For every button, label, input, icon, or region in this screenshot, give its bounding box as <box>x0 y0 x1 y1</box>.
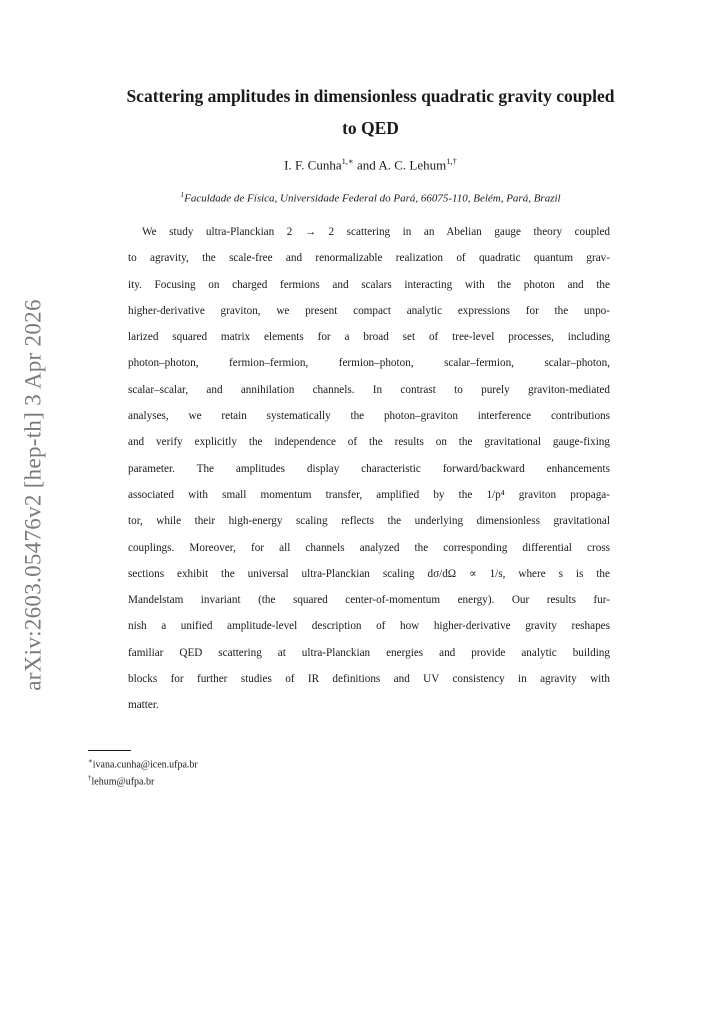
abstract-line: sections exhibit the universal ultra-Planckian scaling dσ/dΩ ∝ 1/s, where s is the <box>128 567 610 580</box>
abstract-line: analyses, we retain systematically the photon–graviton interference contributions <box>128 410 610 423</box>
footnote-2 <box>88 774 154 787</box>
abstract-line: matter. <box>128 699 159 712</box>
author-1-marks: 1,∗ <box>341 156 354 166</box>
footnote-2-email: lehum@ufpa.br <box>91 776 155 788</box>
affiliation-text: Faculdade de Física, Universidade Federal do Pará, 66075-110, Belém, Pará, Brazil <box>184 192 561 205</box>
footnote-1-mark: ∗ <box>88 757 93 765</box>
author-1-name: I. F. Cunha <box>284 157 342 173</box>
author-conjunction: and <box>357 157 376 173</box>
abstract-line: parameter. The amplitudes display characteristic forward/backward enhancements <box>128 462 610 475</box>
abstract-line: ity. Focusing on charged fermions and scalars interacting with the photon and the <box>128 278 610 291</box>
title-line-2: to QED <box>342 118 399 138</box>
abstract-line: photon–photon, fermion–fermion, fermion–photon, scalar–fermion, scalar–photon, <box>128 357 610 370</box>
paper-title <box>80 80 661 144</box>
title-line-1: Scattering amplitudes in dimensionless quadratic gravity coupled <box>126 86 615 106</box>
affiliation-mark: 1 <box>180 190 185 199</box>
abstract-line: tor, while their high-energy scaling reflects the underlying dimensionless gravitational <box>128 515 610 528</box>
arxiv-identifier: arXiv:2603.05476v2 [hep-th] 3 Apr 2026 <box>21 299 47 691</box>
abstract-line: scalar–scalar, and annihilation channels. In contrast to purely graviton-mediated <box>128 383 610 396</box>
abstract-line: couplings. Moreover, for all channels analyzed the corresponding differential cross <box>128 541 610 554</box>
abstract-line: associated with small momentum transfer, amplified by the 1/p⁴ graviton propaga- <box>128 488 610 501</box>
abstract-line: higher-derivative graviton, we present compact analytic expressions for the unpo- <box>128 304 610 317</box>
abstract-line: We study ultra-Planckian 2 → 2 scattering in an Abelian gauge theory coupled <box>142 226 610 238</box>
author-list <box>80 156 661 173</box>
abstract-line: Mandelstam invariant (the squared center-of-momentum energy). Our results fur- <box>128 594 610 607</box>
abstract-line: familiar QED scattering at ultra-Planckian energies and provide analytic building <box>128 646 610 659</box>
arxiv-stamp <box>14 300 54 690</box>
author-2-name: A. C. Lehum <box>378 157 447 173</box>
affiliation <box>80 190 661 205</box>
footnote-2-mark: † <box>88 774 92 782</box>
abstract-line: blocks for further studies of IR definitions and UV consistency in agravity with <box>128 673 610 686</box>
footnote-1 <box>88 757 198 770</box>
footnote-1-email: ivana.cunha@icen.ufpa.br <box>92 759 198 771</box>
abstract-line: to agravity, the scale-free and renormalizable realization of quadratic quantum grav- <box>128 252 610 265</box>
abstract-line: larized squared matrix elements for a broad set of tree-level processes, including <box>128 331 610 344</box>
abstract-line: and verify explicitly the independence of the results on the gravitational gauge-fixing <box>128 436 610 449</box>
footnote-rule <box>88 750 131 751</box>
author-2-marks: 1,† <box>446 156 457 166</box>
abstract-line: nish a unified amplitude-level description of how higher-derivative gravity reshapes <box>128 620 610 633</box>
abstract <box>128 219 610 719</box>
